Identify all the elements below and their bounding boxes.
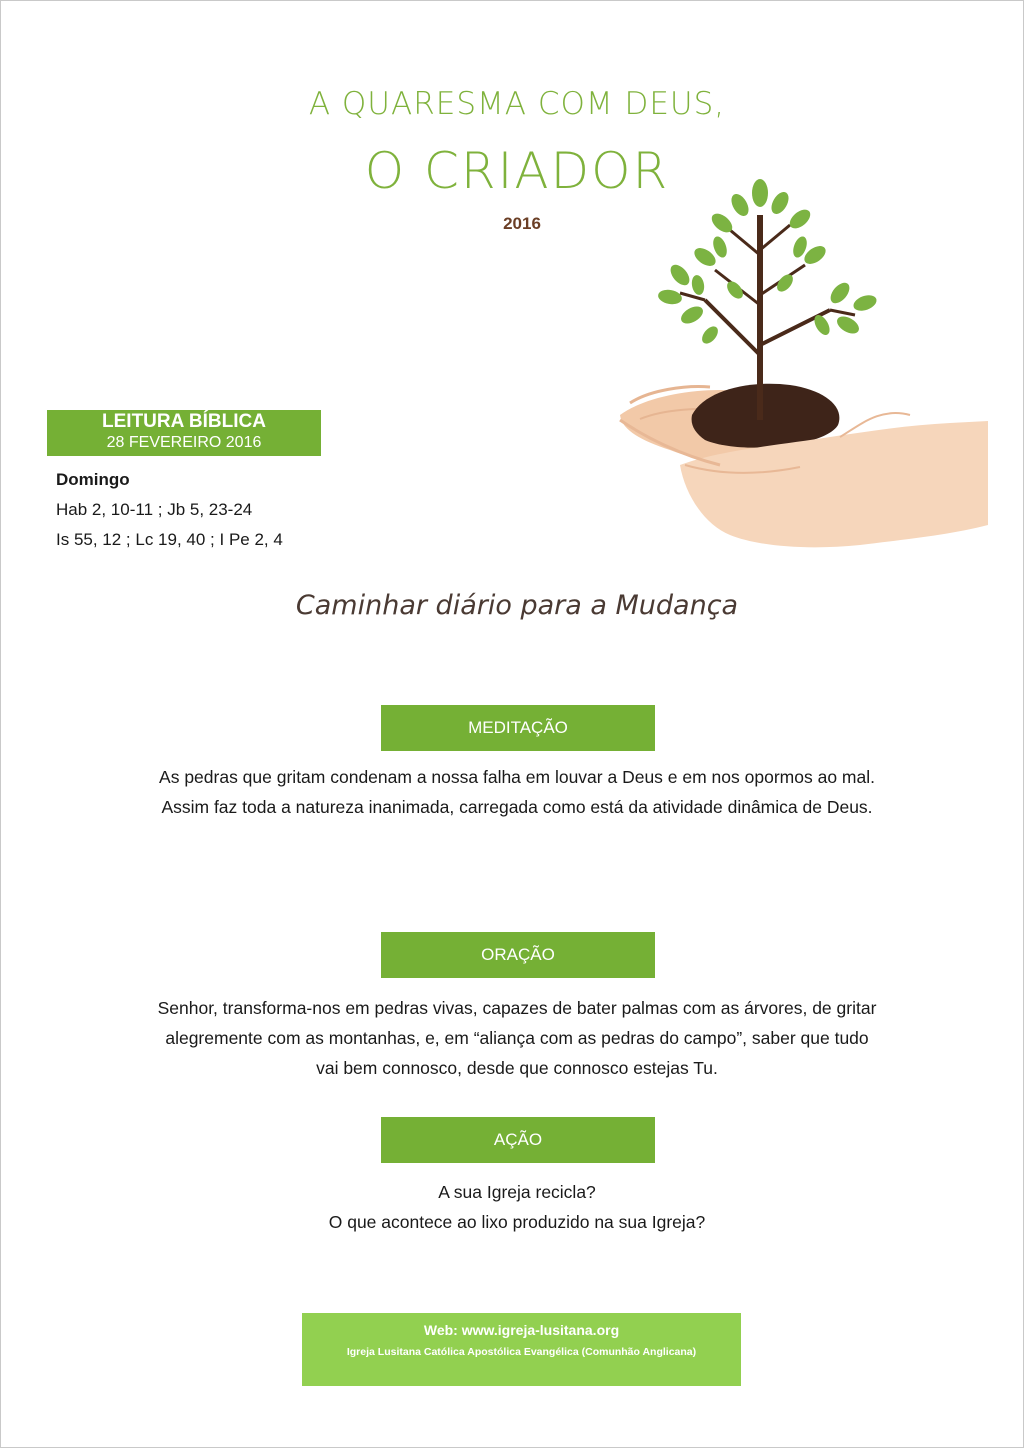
text-line: A sua Igreja recicla? (438, 1182, 596, 1202)
reading-ref-line: Hab 2, 10-11 ; Jb 5, 23-24 (56, 500, 253, 519)
section-meditacao-text (60, 762, 974, 822)
footer-box (302, 1313, 741, 1386)
reading-title: LEITURA BÍBLICA (102, 411, 266, 432)
reading-header-box (47, 410, 321, 456)
section-acao-header: AÇÃO (381, 1117, 655, 1163)
year-label: 2016 (503, 214, 541, 233)
footer-web-link[interactable]: Web: www.igreja-lusitana.org (423, 1322, 620, 1338)
title-line-2: O CRIADOR (364, 142, 670, 200)
text-line: vai bem connosco, desde que connosco estejas Tu. (316, 1058, 718, 1078)
section-oracao-header: ORAÇÃO (381, 932, 655, 978)
title-line-1: A QUARESMA COM DEUS, (308, 86, 726, 122)
text-line: As pedras que gritam condenam a nossa falha em louvar a Deus e em nos opormos ao mal. (159, 767, 875, 787)
section-meditacao-header: MEDITAÇÃO (381, 705, 655, 751)
text-line: alegremente com as montanhas, e, em “aliança com as pedras do campo”, saber que tudo (165, 1028, 869, 1048)
reading-day: Domingo (56, 470, 130, 489)
text-line: Senhor, transforma-nos em pedras vivas, capazes de bater palmas com as árvores, de gritar (157, 998, 877, 1018)
footer-org-name: Igreja Lusitana Católica Apostólica Evangélica (Comunhão Anglicana) (346, 1346, 697, 1358)
text-line: O que acontece ao lixo produzido na sua Igreja? (328, 1212, 706, 1232)
section-oracao-text (60, 993, 974, 1083)
section-acao-text (60, 1177, 974, 1237)
reading-date: 28 FEVEREIRO 2016 (106, 434, 262, 451)
text-line: Assim faz toda a natureza inanimada, carregada como está da atividade dinâmica de Deus. (161, 797, 873, 817)
tree-in-hands-icon (610, 175, 990, 555)
subtitle: Caminhar diário para a Mudança (295, 590, 739, 621)
reading-ref-line: Is 55, 12 ; Lc 19, 40 ; I Pe 2, 4 (56, 530, 283, 549)
